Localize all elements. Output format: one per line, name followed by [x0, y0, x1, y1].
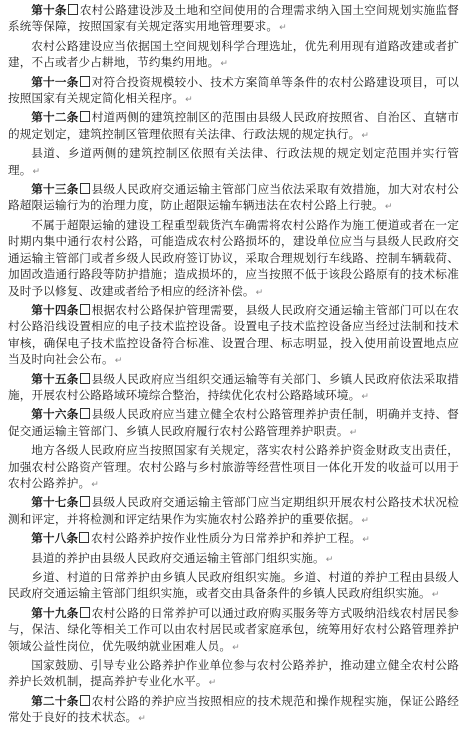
- paragraph-text: 农村公路养护按作业性质分为日常养护和养护工程。: [91, 531, 362, 546]
- article-number: 第二十条: [31, 693, 79, 708]
- paragraph: [8, 74, 459, 109]
- space-placeholder-icon: [80, 183, 90, 194]
- paragraph: [8, 181, 459, 216]
- paragraph-text: 地方各级人民政府应当按照国家有关规定，落实农村公路养护资金财政支出责任，加强农村公路资产管理。农村公路与乡村旅游等经营性项目一体化开发的收益可以用于农村公路养护。: [8, 443, 459, 490]
- paragraph: [8, 217, 459, 301]
- paragraph-text: 农村公路建设应当依据国土空间规划科学合理选址，优先利用现有道路改建或者扩建，不占或者少占耕地，节约集约用地。: [8, 38, 459, 70]
- article-number: 第十五条: [31, 371, 79, 386]
- space-placeholder-icon: [79, 532, 89, 543]
- paragraph-mark-icon: ↵: [114, 356, 123, 367]
- space-placeholder-icon: [68, 4, 78, 15]
- paragraph-mark-icon: ↵: [138, 714, 146, 725]
- paragraph-text: 农村公路的养护应当按照相应的技术规范和操作规程实施，保证公路经常处于良好的技术状态。: [8, 693, 459, 725]
- paragraph-mark-icon: ↵: [220, 59, 229, 70]
- paragraph: [8, 109, 459, 144]
- paragraph: [8, 693, 459, 728]
- paragraph-text: 农村公路的日常养护可以通过政府购买服务等方式吸纳沿线农村居民参与，保洁、绿化等相关工作可以由农村居民或者家庭承包，统筹用好农村公路管理养护领域公益性岗位，优先吸纳就业困难人员。: [8, 605, 459, 653]
- paragraph-mark-icon: ↵: [255, 287, 264, 298]
- article-number: 第十九条: [31, 605, 79, 620]
- paragraph: [8, 302, 459, 370]
- paragraph-mark-icon: ↵: [325, 554, 334, 565]
- paragraph-text: 县级人民政府交通运输主管部门应当定期组织开展农村公路技术状况检测和评定，并将检测和评定结果作为实施农村公路养护的重要依据。: [8, 495, 459, 526]
- paragraph: [8, 569, 459, 604]
- paragraph-mark-icon: ↵: [362, 535, 370, 546]
- space-placeholder-icon: [80, 373, 90, 384]
- paragraph-mark-icon: ↵: [91, 479, 99, 490]
- paragraph: [8, 442, 459, 493]
- paragraph-mark-icon: ↵: [349, 427, 358, 438]
- paragraph-mark-icon: ↵: [431, 590, 440, 601]
- paragraph: [8, 605, 459, 656]
- paragraph-text: 不属于超限运输的建设工程重型载货汽车确需将农村公路作为施工便道或者在一定时期内集中通行农村公路，可能造成农村公路损坏的，建设单位应当与县级人民政府交通运输主管部门或者乡级人民政府签订协议，采取合理规划行车线路、控制车辆载荷、加固改造通行路段等防护措施；造成损坏的，应当按照不低于该段公路原有的技术标准及时予以修复、改建或者给予相应的经济补偿。: [8, 217, 459, 298]
- space-placeholder-icon: [80, 76, 90, 87]
- article-number: 第十一条: [31, 74, 79, 89]
- space-placeholder-icon: [80, 304, 90, 315]
- article-number: 第十七条: [31, 495, 79, 510]
- paragraph-text: 县道的养护由县级人民政府交通运输主管部门组织实施。: [31, 550, 325, 565]
- article-number: 第十三条: [31, 182, 79, 197]
- paragraph-mark-icon: ↵: [361, 515, 370, 526]
- article-number: 第十六条: [31, 407, 79, 422]
- paragraph-text: 国家鼓励、引导专业公路养护作业单位参与农村公路养护，推动建立健全农村公路养护长效机制，提高养护专业化水平。: [8, 658, 459, 689]
- paragraph: [8, 38, 459, 73]
- space-placeholder-icon: [80, 408, 90, 419]
- paragraph-text: 乡道、村道的日常养护由乡镇人民政府组织实施。乡道、村道的养护工程由县级人民政府交通运输主管部门组织实施，或者交由具备条件的乡镇人民政府组织实施。: [8, 570, 459, 601]
- paragraph: [8, 530, 459, 548]
- article-number: 第十八条: [31, 531, 79, 546]
- article-number: 第十条: [31, 3, 67, 17]
- paragraph-mark-icon: ↵: [232, 642, 240, 653]
- paragraph-mark-icon: ↵: [361, 391, 370, 402]
- paragraph-text: 对符合投资规模较小、技术方案简单等条件的农村公路建设项目，可以按照国家有关规定简化相关程序。: [8, 74, 459, 106]
- space-placeholder-icon: [80, 695, 90, 706]
- paragraph-text: 县级人民政府交通运输主管部门应当依法采取有效措施，加大对农村公路超限运输行为的治理力度，防止超限运输车辆违法在农村公路上行驶。: [8, 182, 459, 213]
- paragraph: [8, 406, 459, 441]
- paragraph-text: 县级人民政府应当组织交通运输等有关部门、乡镇人民政府依法采取措施，开展农村公路路域环境综合整治，持续优化农村公路路域环境。: [8, 371, 459, 402]
- paragraph: [8, 494, 459, 529]
- paragraph-text: 根据农村公路保护管理需要，县级人民政府交通运输主管部门可以在农村公路沿线设置相应的电子技术监控设备。设置电子技术监控设备应当经过法制和技术审核，确保电子技术监控设备符合标准、设置合理、标志明显，投入使用前设置地点应当及时向社会公布。: [8, 302, 459, 367]
- paragraph-mark-icon: ↵: [279, 23, 287, 34]
- paragraph: [8, 371, 459, 406]
- article-number: 第十二条: [31, 110, 79, 125]
- space-placeholder-icon: [80, 496, 90, 507]
- paragraph-mark-icon: ↵: [384, 202, 393, 213]
- paragraph-text: 县级人民政府应当建立健全农村公路管理养护责任制，明确并支持、督促交通运输主管部门、乡镇人民政府履行农村公路管理养护职责。: [8, 407, 459, 438]
- paragraph: [8, 2, 459, 37]
- space-placeholder-icon: [80, 607, 90, 618]
- space-placeholder-icon: [80, 111, 90, 122]
- paragraph-text: 县道、乡道两侧的建筑控制区依照有关法律、行政法规的规定划定范围并实行管理。: [8, 146, 459, 177]
- paragraph-mark-icon: ↵: [185, 95, 193, 106]
- paragraph: [8, 145, 459, 180]
- paragraph: [8, 657, 459, 692]
- paragraph-mark-icon: ↵: [208, 678, 217, 689]
- paragraph: [8, 550, 459, 568]
- paragraph-mark-icon: ↵: [32, 166, 41, 177]
- paragraph-mark-icon: ↵: [361, 130, 370, 141]
- article-number: 第十四条: [31, 302, 79, 317]
- paragraph-text: 村道两侧的建筑控制区的范围由县级人民政府按照省、自治区、直辖市的规定划定，建筑控制区管理依照有关法律、行政法规的规定执行。: [8, 110, 459, 141]
- paragraph-text: 农村公路建设涉及土地和空间使用的合理需求纳入国土空间规划实施监督系统等保障，按照国家有关规定落实用地管理要求。: [8, 3, 459, 34]
